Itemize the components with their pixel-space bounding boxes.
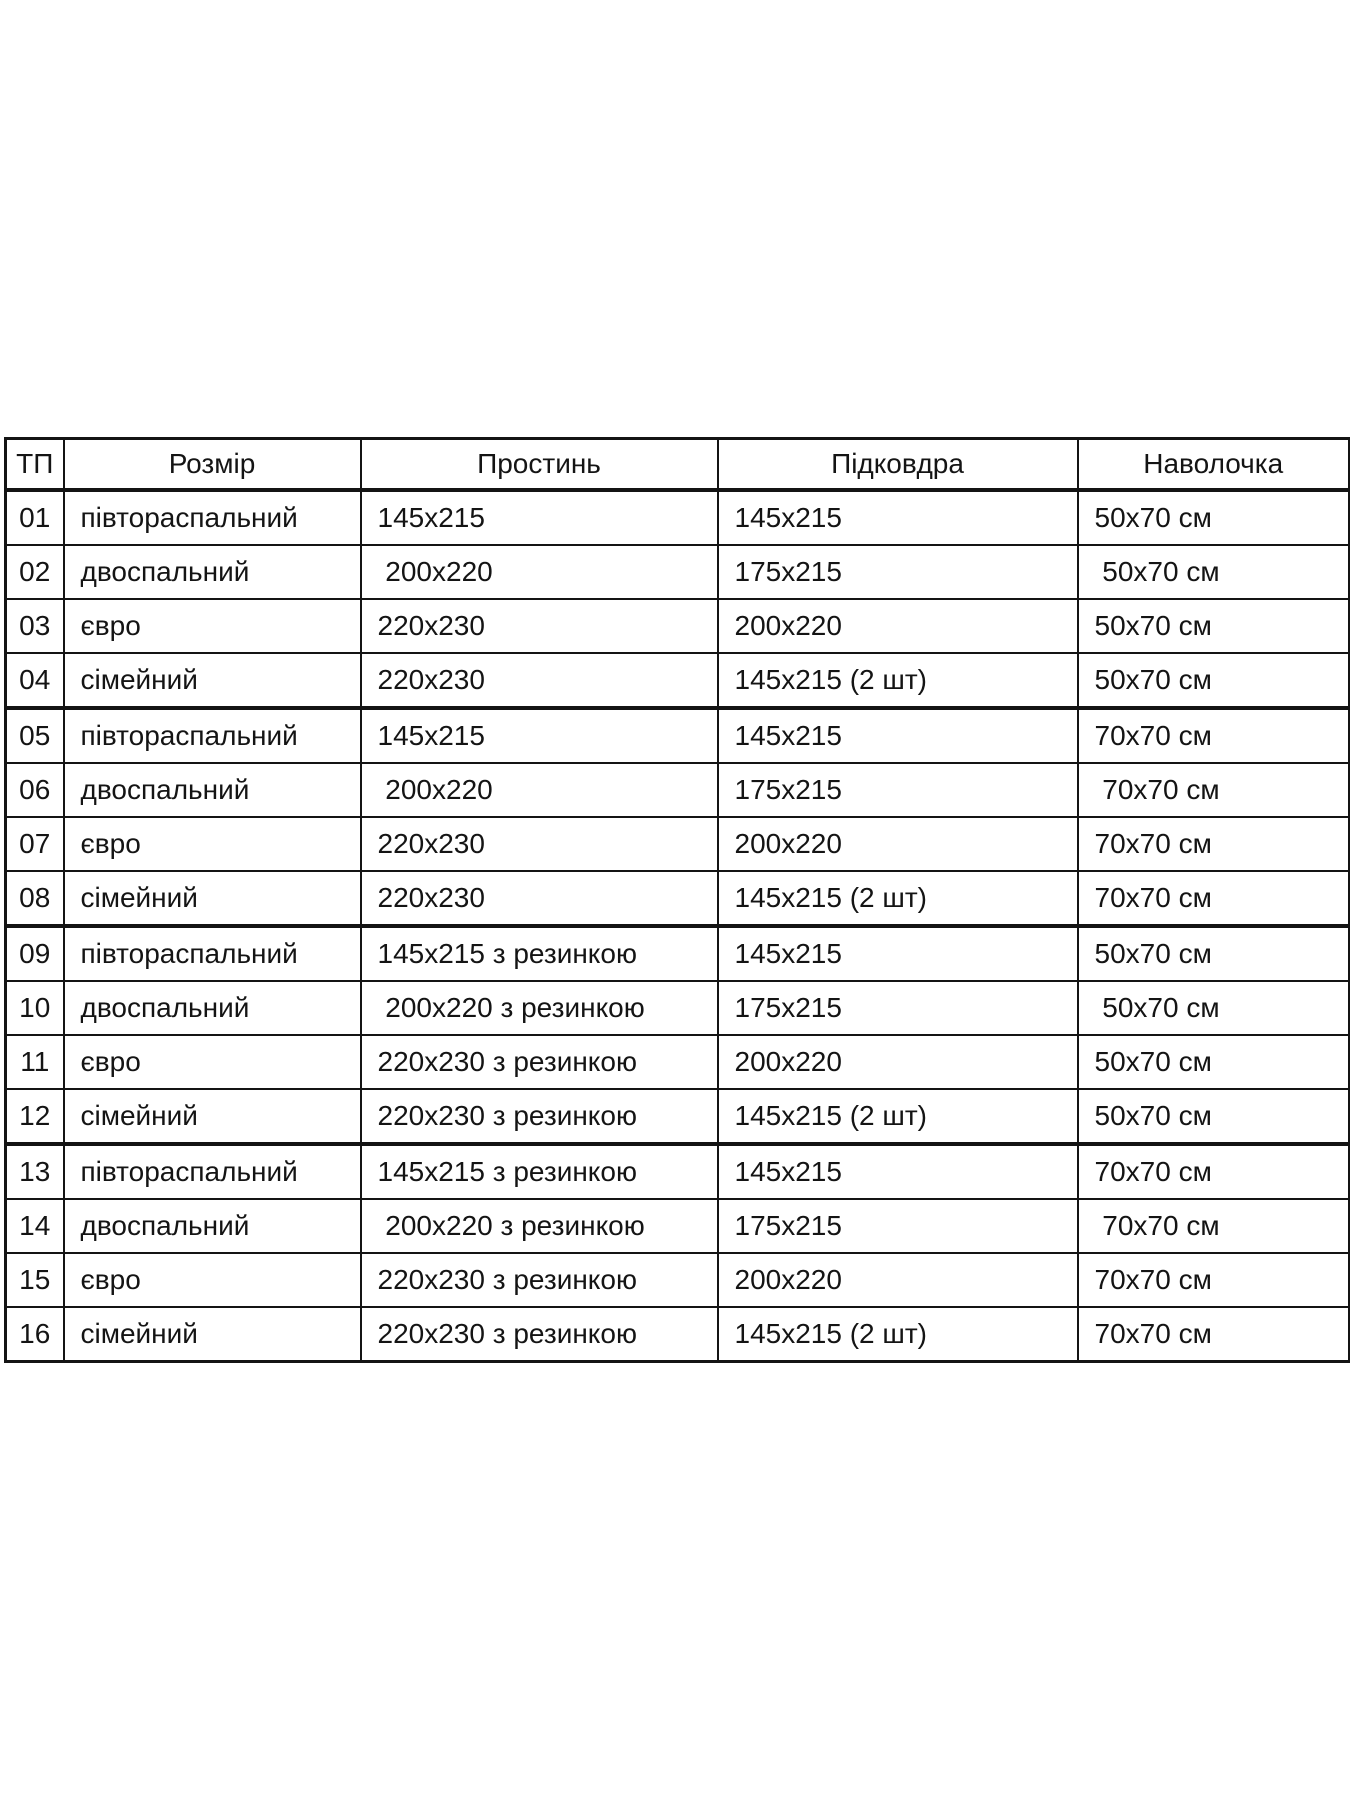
sheet-size-cell: 200х220 (361, 763, 718, 817)
column-header-rozmir: Розмір (64, 439, 361, 491)
table-row (6, 1089, 1350, 1144)
pillowcase-size-cell: 50х70 см (1078, 926, 1350, 981)
row-number-cell: 07 (6, 817, 64, 871)
sheet-size-cell: 145х215 (361, 490, 718, 545)
sheet-size-cell: 200х220 з резинкою (361, 1199, 718, 1253)
row-number-cell: 02 (6, 545, 64, 599)
size-name-cell: двоспальний (64, 763, 361, 817)
sheet-size-cell: 220х230 з резинкою (361, 1089, 718, 1144)
duvet-size-cell: 145х215 (718, 490, 1078, 545)
duvet-size-cell: 145х215 (718, 1144, 1078, 1199)
duvet-size-cell: 145х215 (2 шт) (718, 1307, 1078, 1362)
sheet-size-cell: 145х215 (361, 708, 718, 763)
sheet-size-cell: 200х220 (361, 545, 718, 599)
row-number-cell: 06 (6, 763, 64, 817)
table-row (6, 1307, 1350, 1362)
pillowcase-size-cell: 70х70 см (1078, 763, 1350, 817)
row-number-cell: 03 (6, 599, 64, 653)
table-row (6, 653, 1350, 708)
size-name-cell: євро (64, 817, 361, 871)
bedding-size-table (4, 437, 1350, 1363)
table-row (6, 490, 1350, 545)
sheet-size-cell: 220х230 (361, 871, 718, 926)
duvet-size-cell: 145х215 (2 шт) (718, 871, 1078, 926)
size-name-cell: євро (64, 599, 361, 653)
duvet-size-cell: 175х215 (718, 545, 1078, 599)
size-name-cell: двоспальний (64, 1199, 361, 1253)
size-name-cell: сімейний (64, 1307, 361, 1362)
pillowcase-size-cell: 50х70 см (1078, 653, 1350, 708)
size-name-cell: сімейний (64, 1089, 361, 1144)
pillowcase-size-cell: 50х70 см (1078, 1035, 1350, 1089)
column-header-pidkovdra: Підковдра (718, 439, 1078, 491)
size-name-cell: півтораспальний (64, 926, 361, 981)
row-number-cell: 12 (6, 1089, 64, 1144)
table-row (6, 1035, 1350, 1089)
column-header-tp: ТП (6, 439, 64, 491)
row-number-cell: 11 (6, 1035, 64, 1089)
table-row (6, 1144, 1350, 1199)
pillowcase-size-cell: 50х70 см (1078, 1089, 1350, 1144)
size-name-cell: євро (64, 1253, 361, 1307)
duvet-size-cell: 200х220 (718, 1035, 1078, 1089)
row-number-cell: 05 (6, 708, 64, 763)
size-name-cell: сімейний (64, 653, 361, 708)
row-number-cell: 08 (6, 871, 64, 926)
table-row (6, 763, 1350, 817)
duvet-size-cell: 175х215 (718, 763, 1078, 817)
row-number-cell: 01 (6, 490, 64, 545)
pillowcase-size-cell: 70х70 см (1078, 708, 1350, 763)
pillowcase-size-cell: 50х70 см (1078, 490, 1350, 545)
duvet-size-cell: 175х215 (718, 1199, 1078, 1253)
duvet-size-cell: 200х220 (718, 1253, 1078, 1307)
row-number-cell: 15 (6, 1253, 64, 1307)
sheet-size-cell: 220х230 з резинкою (361, 1307, 718, 1362)
pillowcase-size-cell: 70х70 см (1078, 1253, 1350, 1307)
duvet-size-cell: 145х215 (2 шт) (718, 1089, 1078, 1144)
pillowcase-size-cell: 70х70 см (1078, 1307, 1350, 1362)
table-row (6, 817, 1350, 871)
duvet-size-cell: 175х215 (718, 981, 1078, 1035)
sheet-size-cell: 220х230 (361, 817, 718, 871)
duvet-size-cell: 145х215 (2 шт) (718, 653, 1078, 708)
row-number-cell: 10 (6, 981, 64, 1035)
pillowcase-size-cell: 70х70 см (1078, 1144, 1350, 1199)
header-row (6, 439, 1350, 491)
row-number-cell: 16 (6, 1307, 64, 1362)
table-row (6, 871, 1350, 926)
sheet-size-cell: 220х230 з резинкою (361, 1035, 718, 1089)
column-header-prostyn: Простинь (361, 439, 718, 491)
table-row (6, 545, 1350, 599)
sheet-size-cell: 220х230 з резинкою (361, 1253, 718, 1307)
pillowcase-size-cell: 70х70 см (1078, 871, 1350, 926)
sheet-size-cell: 220х230 (361, 653, 718, 708)
size-name-cell: півтораспальний (64, 490, 361, 545)
sheet-size-cell: 200х220 з резинкою (361, 981, 718, 1035)
size-name-cell: євро (64, 1035, 361, 1089)
sheet-size-cell: 145х215 з резинкою (361, 926, 718, 981)
table-row (6, 981, 1350, 1035)
pillowcase-size-cell: 50х70 см (1078, 545, 1350, 599)
row-number-cell: 09 (6, 926, 64, 981)
size-name-cell: двоспальний (64, 545, 361, 599)
size-name-cell: сімейний (64, 871, 361, 926)
pillowcase-size-cell: 70х70 см (1078, 1199, 1350, 1253)
table-row (6, 1199, 1350, 1253)
duvet-size-cell: 200х220 (718, 599, 1078, 653)
row-number-cell: 14 (6, 1199, 64, 1253)
table-row (6, 599, 1350, 653)
size-name-cell: півтораспальний (64, 1144, 361, 1199)
pillowcase-size-cell: 50х70 см (1078, 981, 1350, 1035)
pillowcase-size-cell: 50х70 см (1078, 599, 1350, 653)
table-row (6, 708, 1350, 763)
sheet-size-cell: 220х230 (361, 599, 718, 653)
table-row (6, 1253, 1350, 1307)
table-header (6, 439, 1350, 491)
size-table-body (6, 490, 1350, 1362)
column-header-navolochka: Наволочка (1078, 439, 1350, 491)
pillowcase-size-cell: 70х70 см (1078, 817, 1350, 871)
size-name-cell: півтораспальний (64, 708, 361, 763)
size-name-cell: двоспальний (64, 981, 361, 1035)
duvet-size-cell: 200х220 (718, 817, 1078, 871)
row-number-cell: 13 (6, 1144, 64, 1199)
duvet-size-cell: 145х215 (718, 708, 1078, 763)
sheet-size-cell: 145х215 з резинкою (361, 1144, 718, 1199)
row-number-cell: 04 (6, 653, 64, 708)
table-row (6, 926, 1350, 981)
duvet-size-cell: 145х215 (718, 926, 1078, 981)
